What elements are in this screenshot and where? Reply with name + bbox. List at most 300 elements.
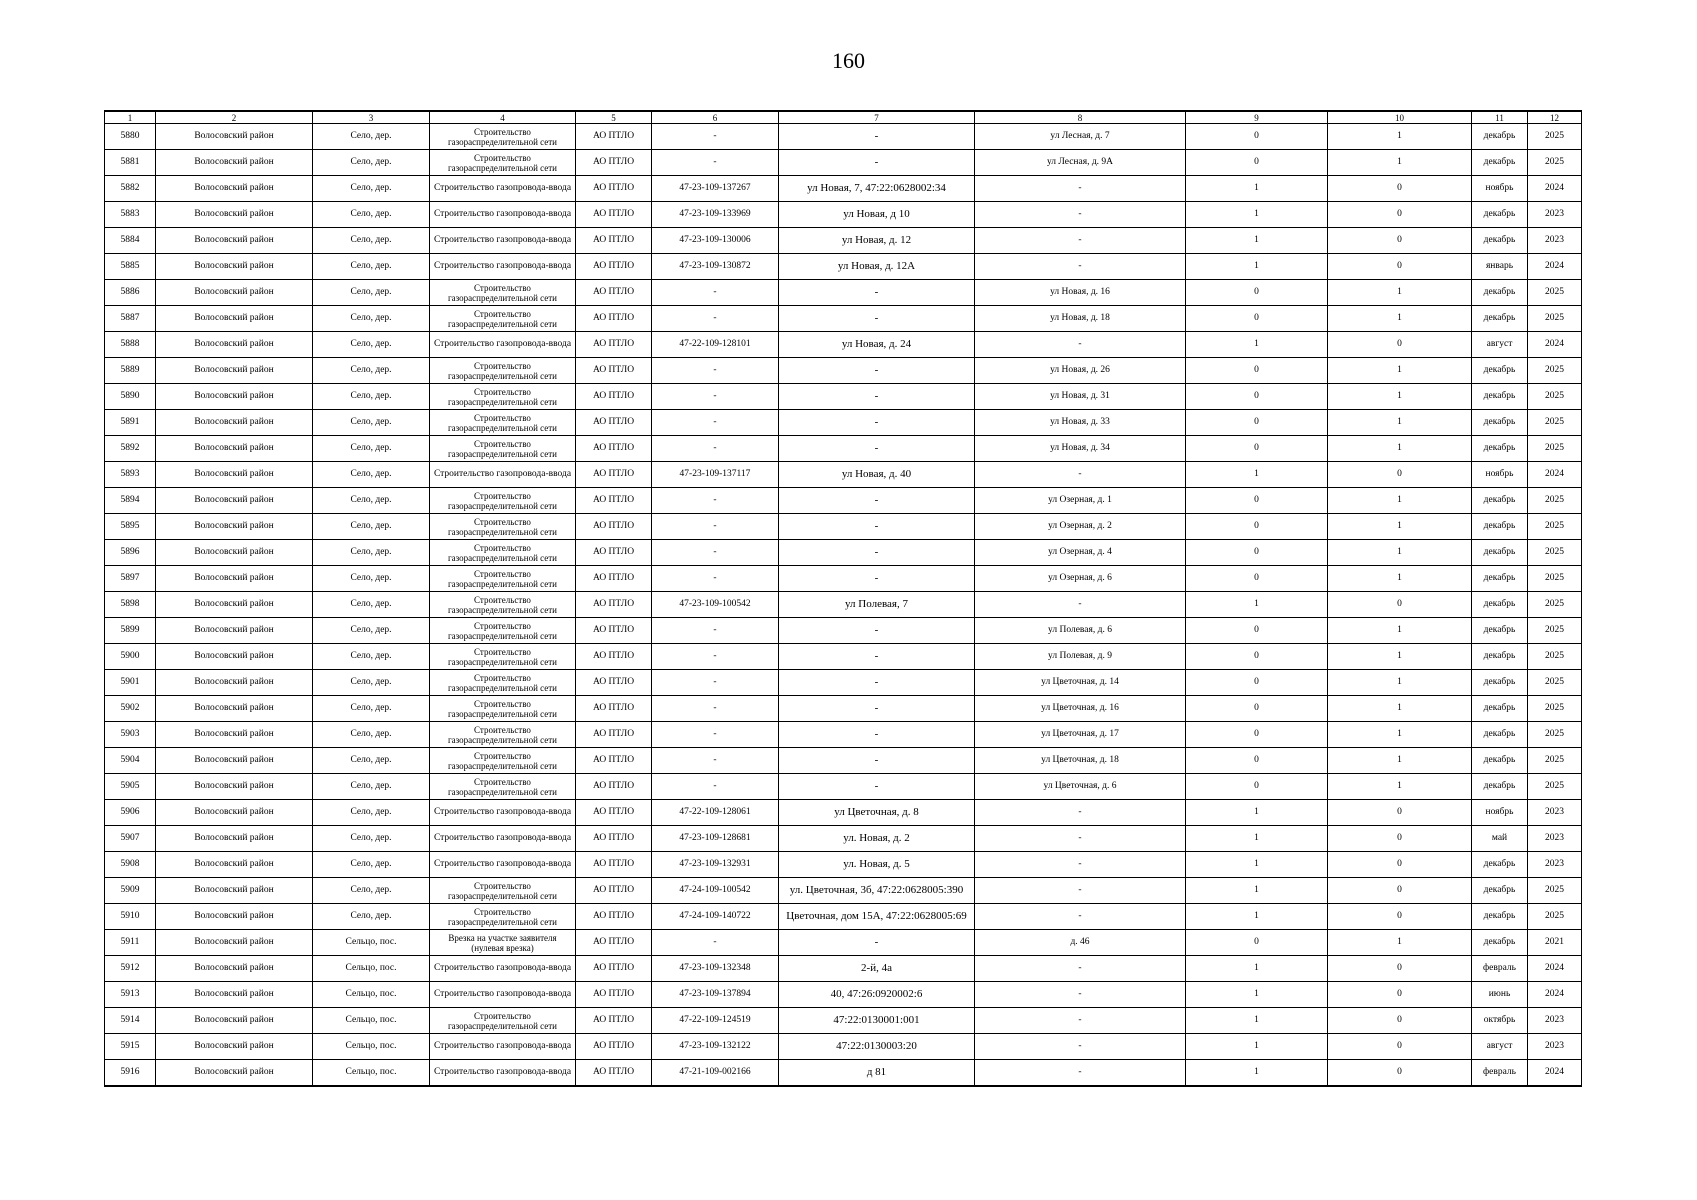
cell-month: февраль xyxy=(1472,1060,1528,1086)
cell-settlement: Село, дер. xyxy=(313,904,430,930)
table-row xyxy=(105,800,1582,826)
cell-organization: АО ПТЛО xyxy=(576,566,652,592)
cell-month: май xyxy=(1472,826,1528,852)
cell-year: 2025 xyxy=(1528,540,1582,566)
cell-month: декабрь xyxy=(1472,280,1528,306)
cell-work-type: Строительство газопровода-ввода xyxy=(430,332,576,358)
cell-district: Волосовский район xyxy=(156,644,313,670)
cell-organization: АО ПТЛО xyxy=(576,410,652,436)
cell-organization: АО ПТЛО xyxy=(576,904,652,930)
cell-year: 2023 xyxy=(1528,1034,1582,1060)
cell-work-type: Строительство газораспределительной сети xyxy=(430,774,576,800)
cell-address: ул Полевая, д. 9 xyxy=(975,644,1186,670)
cell-month: декабрь xyxy=(1472,618,1528,644)
cell-work-type: Строительство газопровода-ввода xyxy=(430,1060,576,1086)
cell-row-number: 5906 xyxy=(105,800,156,826)
cell-count-col10: 1 xyxy=(1328,384,1472,410)
cell-address: ул Цветочная, д. 14 xyxy=(975,670,1186,696)
cell-work-type: Строительство газопровода-ввода xyxy=(430,982,576,1008)
cell-count-col9: 1 xyxy=(1186,254,1328,280)
cell-settlement: Село, дер. xyxy=(313,202,430,228)
cell-row-number: 5883 xyxy=(105,202,156,228)
table-row xyxy=(105,1034,1582,1060)
cell-count-col10: 1 xyxy=(1328,774,1472,800)
cell-work-type: Строительство газопровода-ввода xyxy=(430,826,576,852)
cell-organization: АО ПТЛО xyxy=(576,800,652,826)
cell-application-number: - xyxy=(652,436,779,462)
cell-work-type: Строительство газораспределительной сети xyxy=(430,384,576,410)
cell-count-col9: 1 xyxy=(1186,202,1328,228)
cell-year: 2023 xyxy=(1528,202,1582,228)
cell-row-number: 5885 xyxy=(105,254,156,280)
cell-address-cadastral: ул Новая, д. 12 xyxy=(779,228,975,254)
cell-row-number: 5899 xyxy=(105,618,156,644)
table-body xyxy=(105,124,1582,1086)
cell-district: Волосовский район xyxy=(156,410,313,436)
cell-application-number: - xyxy=(652,384,779,410)
cell-application-number: - xyxy=(652,306,779,332)
cell-application-number: 47-22-109-124519 xyxy=(652,1008,779,1034)
cell-row-number: 5904 xyxy=(105,748,156,774)
cell-address-cadastral: - xyxy=(779,748,975,774)
cell-settlement: Село, дер. xyxy=(313,644,430,670)
cell-district: Волосовский район xyxy=(156,306,313,332)
cell-row-number: 5886 xyxy=(105,280,156,306)
cell-row-number: 5909 xyxy=(105,878,156,904)
cell-month: декабрь xyxy=(1472,592,1528,618)
cell-row-number: 5890 xyxy=(105,384,156,410)
cell-row-number: 5915 xyxy=(105,1034,156,1060)
cell-year: 2025 xyxy=(1528,384,1582,410)
cell-address-cadastral: 40, 47:26:0920002:6 xyxy=(779,982,975,1008)
cell-address: ул Новая, д. 26 xyxy=(975,358,1186,384)
cell-organization: АО ПТЛО xyxy=(576,826,652,852)
cell-work-type: Строительство газораспределительной сети xyxy=(430,436,576,462)
cell-district: Волосовский район xyxy=(156,176,313,202)
cell-count-col10: 1 xyxy=(1328,514,1472,540)
cell-year: 2024 xyxy=(1528,176,1582,202)
cell-month: декабрь xyxy=(1472,748,1528,774)
cell-month: декабрь xyxy=(1472,852,1528,878)
cell-address-cadastral: ул. Новая, д. 5 xyxy=(779,852,975,878)
cell-work-type: Строительство газораспределительной сети xyxy=(430,592,576,618)
cell-organization: АО ПТЛО xyxy=(576,254,652,280)
cell-address: ул Новая, д. 18 xyxy=(975,306,1186,332)
cell-count-col9: 0 xyxy=(1186,124,1328,150)
cell-address: - xyxy=(975,592,1186,618)
cell-count-col9: 0 xyxy=(1186,488,1328,514)
cell-row-number: 5888 xyxy=(105,332,156,358)
cell-count-col10: 1 xyxy=(1328,306,1472,332)
cell-district: Волосовский район xyxy=(156,202,313,228)
cell-count-col10: 1 xyxy=(1328,618,1472,644)
cell-month: декабрь xyxy=(1472,150,1528,176)
cell-count-col9: 1 xyxy=(1186,956,1328,982)
cell-year: 2025 xyxy=(1528,436,1582,462)
cell-organization: АО ПТЛО xyxy=(576,176,652,202)
cell-application-number: - xyxy=(652,280,779,306)
table-row xyxy=(105,332,1582,358)
cell-application-number: 47-23-109-100542 xyxy=(652,592,779,618)
cell-count-col10: 0 xyxy=(1328,800,1472,826)
cell-district: Волосовский район xyxy=(156,878,313,904)
cell-address: - xyxy=(975,228,1186,254)
cell-row-number: 5887 xyxy=(105,306,156,332)
cell-district: Волосовский район xyxy=(156,592,313,618)
cell-year: 2023 xyxy=(1528,852,1582,878)
cell-settlement: Село, дер. xyxy=(313,150,430,176)
cell-organization: АО ПТЛО xyxy=(576,696,652,722)
cell-count-col9: 0 xyxy=(1186,930,1328,956)
cell-district: Волосовский район xyxy=(156,852,313,878)
cell-count-col9: 1 xyxy=(1186,176,1328,202)
cell-row-number: 5882 xyxy=(105,176,156,202)
cell-address-cadastral: - xyxy=(779,514,975,540)
cell-address: ул Новая, д. 16 xyxy=(975,280,1186,306)
cell-year: 2025 xyxy=(1528,748,1582,774)
cell-settlement: Сельцо, пос. xyxy=(313,956,430,982)
cell-settlement: Село, дер. xyxy=(313,254,430,280)
cell-application-number: - xyxy=(652,514,779,540)
cell-address: - xyxy=(975,202,1186,228)
cell-address: - xyxy=(975,904,1186,930)
cell-work-type: Строительство газораспределительной сети xyxy=(430,540,576,566)
table-row xyxy=(105,566,1582,592)
cell-address-cadastral: - xyxy=(779,722,975,748)
cell-count-col9: 0 xyxy=(1186,540,1328,566)
cell-count-col9: 0 xyxy=(1186,436,1328,462)
column-header-4: 4 xyxy=(430,111,576,124)
cell-address: ул Цветочная, д. 6 xyxy=(975,774,1186,800)
cell-year: 2025 xyxy=(1528,722,1582,748)
cell-count-col9: 0 xyxy=(1186,722,1328,748)
cell-application-number: 47-23-109-130872 xyxy=(652,254,779,280)
cell-district: Волосовский район xyxy=(156,930,313,956)
table-row xyxy=(105,150,1582,176)
cell-settlement: Сельцо, пос. xyxy=(313,1034,430,1060)
cell-count-col9: 1 xyxy=(1186,1034,1328,1060)
cell-row-number: 5907 xyxy=(105,826,156,852)
cell-district: Волосовский район xyxy=(156,826,313,852)
cell-address-cadastral: - xyxy=(779,774,975,800)
cell-settlement: Село, дер. xyxy=(313,228,430,254)
cell-year: 2025 xyxy=(1528,410,1582,436)
cell-settlement: Село, дер. xyxy=(313,696,430,722)
cell-settlement: Село, дер. xyxy=(313,384,430,410)
cell-count-col9: 1 xyxy=(1186,826,1328,852)
cell-count-col10: 1 xyxy=(1328,280,1472,306)
cell-address: - xyxy=(975,332,1186,358)
cell-month: октябрь xyxy=(1472,1008,1528,1034)
cell-application-number: - xyxy=(652,774,779,800)
cell-month: январь xyxy=(1472,254,1528,280)
cell-settlement: Село, дер. xyxy=(313,436,430,462)
cell-address: - xyxy=(975,852,1186,878)
cell-count-col10: 1 xyxy=(1328,124,1472,150)
cell-address: ул Озерная, д. 6 xyxy=(975,566,1186,592)
cell-work-type: Строительство газораспределительной сети xyxy=(430,1008,576,1034)
cell-count-col10: 1 xyxy=(1328,696,1472,722)
table-row xyxy=(105,124,1582,150)
cell-address: - xyxy=(975,1008,1186,1034)
cell-year: 2024 xyxy=(1528,982,1582,1008)
data-table xyxy=(104,110,1582,1087)
cell-work-type: Строительство газораспределительной сети xyxy=(430,644,576,670)
cell-organization: АО ПТЛО xyxy=(576,618,652,644)
cell-application-number: - xyxy=(652,930,779,956)
cell-month: декабрь xyxy=(1472,202,1528,228)
cell-district: Волосовский район xyxy=(156,566,313,592)
cell-month: декабрь xyxy=(1472,436,1528,462)
cell-year: 2025 xyxy=(1528,124,1582,150)
cell-settlement: Село, дер. xyxy=(313,878,430,904)
cell-year: 2025 xyxy=(1528,618,1582,644)
cell-count-col10: 0 xyxy=(1328,826,1472,852)
table-row xyxy=(105,774,1582,800)
cell-settlement: Село, дер. xyxy=(313,488,430,514)
cell-row-number: 5914 xyxy=(105,1008,156,1034)
cell-organization: АО ПТЛО xyxy=(576,540,652,566)
cell-address: - xyxy=(975,800,1186,826)
cell-count-col9: 0 xyxy=(1186,358,1328,384)
cell-row-number: 5901 xyxy=(105,670,156,696)
cell-year: 2023 xyxy=(1528,800,1582,826)
cell-count-col9: 1 xyxy=(1186,592,1328,618)
cell-month: декабрь xyxy=(1472,670,1528,696)
table-row xyxy=(105,670,1582,696)
cell-address: - xyxy=(975,956,1186,982)
table-row xyxy=(105,878,1582,904)
cell-work-type: Строительство газораспределительной сети xyxy=(430,748,576,774)
table-row xyxy=(105,384,1582,410)
cell-address: ул Полевая, д. 6 xyxy=(975,618,1186,644)
cell-settlement: Село, дер. xyxy=(313,670,430,696)
cell-count-col10: 0 xyxy=(1328,878,1472,904)
column-header-1: 1 xyxy=(105,111,156,124)
cell-year: 2025 xyxy=(1528,280,1582,306)
cell-organization: АО ПТЛО xyxy=(576,358,652,384)
cell-month: декабрь xyxy=(1472,644,1528,670)
cell-work-type: Строительство газораспределительной сети xyxy=(430,488,576,514)
table-row xyxy=(105,644,1582,670)
cell-application-number: - xyxy=(652,748,779,774)
cell-settlement: Село, дер. xyxy=(313,540,430,566)
cell-organization: АО ПТЛО xyxy=(576,1034,652,1060)
table-row xyxy=(105,592,1582,618)
cell-district: Волосовский район xyxy=(156,800,313,826)
cell-year: 2025 xyxy=(1528,878,1582,904)
cell-year: 2025 xyxy=(1528,306,1582,332)
table-row xyxy=(105,826,1582,852)
cell-district: Волосовский район xyxy=(156,670,313,696)
cell-district: Волосовский район xyxy=(156,228,313,254)
cell-count-col9: 0 xyxy=(1186,644,1328,670)
cell-month: август xyxy=(1472,1034,1528,1060)
cell-address: ул Лесная, д. 7 xyxy=(975,124,1186,150)
cell-month: ноябрь xyxy=(1472,176,1528,202)
cell-row-number: 5898 xyxy=(105,592,156,618)
cell-application-number: 47-23-109-133969 xyxy=(652,202,779,228)
cell-settlement: Село, дер. xyxy=(313,124,430,150)
cell-application-number: 47-23-109-132348 xyxy=(652,956,779,982)
cell-district: Волосовский район xyxy=(156,384,313,410)
table-row xyxy=(105,982,1582,1008)
table-row xyxy=(105,618,1582,644)
cell-count-col9: 0 xyxy=(1186,514,1328,540)
cell-district: Волосовский район xyxy=(156,254,313,280)
cell-count-col9: 0 xyxy=(1186,566,1328,592)
cell-settlement: Село, дер. xyxy=(313,774,430,800)
cell-settlement: Сельцо, пос. xyxy=(313,1060,430,1086)
cell-settlement: Село, дер. xyxy=(313,748,430,774)
cell-address-cadastral: ул Цветочная, д. 8 xyxy=(779,800,975,826)
cell-year: 2023 xyxy=(1528,826,1582,852)
cell-month: декабрь xyxy=(1472,410,1528,436)
cell-address: ул Озерная, д. 2 xyxy=(975,514,1186,540)
cell-work-type: Врезка на участке заявителя (нулевая врезка) xyxy=(430,930,576,956)
table-row xyxy=(105,852,1582,878)
cell-row-number: 5908 xyxy=(105,852,156,878)
cell-organization: АО ПТЛО xyxy=(576,852,652,878)
cell-address: - xyxy=(975,826,1186,852)
cell-organization: АО ПТЛО xyxy=(576,982,652,1008)
cell-district: Волосовский район xyxy=(156,1034,313,1060)
cell-count-col9: 0 xyxy=(1186,306,1328,332)
cell-count-col9: 0 xyxy=(1186,670,1328,696)
cell-count-col10: 0 xyxy=(1328,852,1472,878)
cell-district: Волосовский район xyxy=(156,540,313,566)
column-header-12: 12 xyxy=(1528,111,1582,124)
cell-year: 2025 xyxy=(1528,644,1582,670)
cell-work-type: Строительство газораспределительной сети xyxy=(430,358,576,384)
cell-count-col10: 1 xyxy=(1328,566,1472,592)
cell-count-col9: 0 xyxy=(1186,618,1328,644)
cell-application-number: 47-24-109-140722 xyxy=(652,904,779,930)
cell-count-col10: 0 xyxy=(1328,956,1472,982)
cell-application-number: 47-23-109-132122 xyxy=(652,1034,779,1060)
cell-row-number: 5896 xyxy=(105,540,156,566)
cell-count-col10: 0 xyxy=(1328,332,1472,358)
cell-organization: АО ПТЛО xyxy=(576,384,652,410)
cell-organization: АО ПТЛО xyxy=(576,306,652,332)
cell-organization: АО ПТЛО xyxy=(576,670,652,696)
cell-address: ул Новая, д. 31 xyxy=(975,384,1186,410)
cell-row-number: 5889 xyxy=(105,358,156,384)
cell-address-cadastral: - xyxy=(779,306,975,332)
cell-settlement: Село, дер. xyxy=(313,800,430,826)
cell-row-number: 5903 xyxy=(105,722,156,748)
cell-row-number: 5895 xyxy=(105,514,156,540)
cell-application-number: - xyxy=(652,358,779,384)
cell-row-number: 5894 xyxy=(105,488,156,514)
cell-count-col10: 1 xyxy=(1328,436,1472,462)
cell-organization: АО ПТЛО xyxy=(576,332,652,358)
cell-year: 2025 xyxy=(1528,566,1582,592)
cell-count-col9: 0 xyxy=(1186,150,1328,176)
cell-organization: АО ПТЛО xyxy=(576,1060,652,1086)
cell-year: 2025 xyxy=(1528,592,1582,618)
cell-address-cadastral: - xyxy=(779,540,975,566)
cell-district: Волосовский район xyxy=(156,748,313,774)
table-row xyxy=(105,410,1582,436)
cell-count-col9: 1 xyxy=(1186,332,1328,358)
cell-address: - xyxy=(975,982,1186,1008)
cell-address: д. 46 xyxy=(975,930,1186,956)
cell-organization: АО ПТЛО xyxy=(576,280,652,306)
cell-count-col9: 1 xyxy=(1186,852,1328,878)
cell-address-cadastral: - xyxy=(779,280,975,306)
table-row xyxy=(105,1060,1582,1086)
cell-count-col10: 0 xyxy=(1328,592,1472,618)
cell-address-cadastral: - xyxy=(779,696,975,722)
cell-settlement: Село, дер. xyxy=(313,410,430,436)
cell-address: - xyxy=(975,1060,1186,1086)
cell-work-type: Строительство газораспределительной сети xyxy=(430,878,576,904)
cell-application-number: - xyxy=(652,124,779,150)
cell-row-number: 5891 xyxy=(105,410,156,436)
cell-address-cadastral: ул Новая, д. 40 xyxy=(779,462,975,488)
cell-application-number: 47-21-109-002166 xyxy=(652,1060,779,1086)
cell-district: Волосовский район xyxy=(156,982,313,1008)
table-row xyxy=(105,462,1582,488)
cell-district: Волосовский район xyxy=(156,904,313,930)
column-header-11: 11 xyxy=(1472,111,1528,124)
table-row xyxy=(105,956,1582,982)
cell-year: 2025 xyxy=(1528,358,1582,384)
cell-settlement: Село, дер. xyxy=(313,618,430,644)
cell-year: 2023 xyxy=(1528,1008,1582,1034)
table-row xyxy=(105,202,1582,228)
cell-address-cadastral: ул Полевая, 7 xyxy=(779,592,975,618)
table-row xyxy=(105,436,1582,462)
cell-count-col9: 0 xyxy=(1186,748,1328,774)
cell-year: 2025 xyxy=(1528,488,1582,514)
cell-work-type: Строительство газопровода-ввода xyxy=(430,176,576,202)
cell-address-cadastral: - xyxy=(779,618,975,644)
cell-address: ул Новая, д. 33 xyxy=(975,410,1186,436)
cell-month: декабрь xyxy=(1472,930,1528,956)
cell-district: Волосовский район xyxy=(156,150,313,176)
cell-district: Волосовский район xyxy=(156,618,313,644)
cell-settlement: Село, дер. xyxy=(313,722,430,748)
cell-work-type: Строительство газораспределительной сети xyxy=(430,618,576,644)
table-row xyxy=(105,254,1582,280)
column-header-2: 2 xyxy=(156,111,313,124)
cell-address-cadastral: - xyxy=(779,384,975,410)
cell-count-col9: 1 xyxy=(1186,800,1328,826)
cell-organization: АО ПТЛО xyxy=(576,202,652,228)
cell-organization: АО ПТЛО xyxy=(576,124,652,150)
cell-count-col10: 1 xyxy=(1328,748,1472,774)
cell-address-cadastral: 47:22:0130003:20 xyxy=(779,1034,975,1060)
cell-address-cadastral: - xyxy=(779,566,975,592)
cell-work-type: Строительство газораспределительной сети xyxy=(430,124,576,150)
cell-work-type: Строительство газораспределительной сети xyxy=(430,904,576,930)
cell-count-col10: 1 xyxy=(1328,722,1472,748)
column-header-3: 3 xyxy=(313,111,430,124)
cell-address: ул Цветочная, д. 16 xyxy=(975,696,1186,722)
cell-application-number: - xyxy=(652,150,779,176)
cell-month: декабрь xyxy=(1472,358,1528,384)
cell-count-col10: 1 xyxy=(1328,358,1472,384)
cell-year: 2021 xyxy=(1528,930,1582,956)
cell-count-col10: 1 xyxy=(1328,488,1472,514)
cell-count-col9: 1 xyxy=(1186,904,1328,930)
cell-year: 2025 xyxy=(1528,696,1582,722)
cell-organization: АО ПТЛО xyxy=(576,462,652,488)
cell-count-col10: 0 xyxy=(1328,228,1472,254)
table-row xyxy=(105,930,1582,956)
